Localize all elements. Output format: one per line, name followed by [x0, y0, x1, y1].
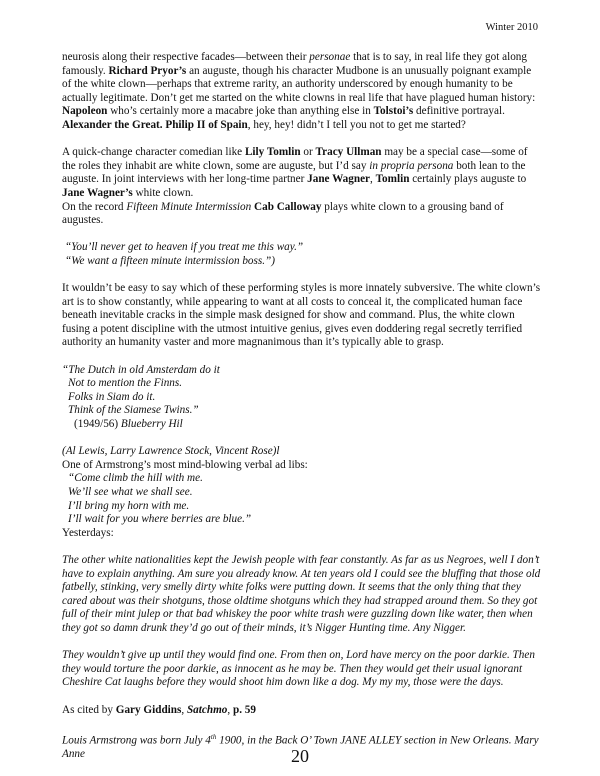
text-run: who’s certainly more a macabre joke than anything else in	[107, 105, 374, 118]
text-run: definitive portrayal.	[413, 105, 505, 118]
ad-lib-line: I’ll wait for you where berries are blue.”	[68, 513, 252, 526]
text-run: Tolstoi’s	[373, 105, 414, 118]
text-run: , hey, hey! didn’t I tell you not to get me started?	[247, 118, 466, 131]
text-run: may be a special case—some of the roles they inhabit are white clown, some are auguste, but I’d say	[62, 146, 528, 172]
armstrong-quote-part-2: They wouldn’t give up until they would find one. From then on, Lord have mercy on the poor darkie. Then they would torture the poor darkie, as innocent as he may be. Then they would get their usual ignorant Cheshire Cat laughs before they would shoot him down like a dog. My my my, those were the days.	[62, 649, 535, 689]
paragraph-subversive	[62, 282, 543, 350]
paragraph-comedians	[62, 146, 543, 200]
paragraph-calloway	[62, 201, 543, 228]
text-run: neurosis along their respective facades—between their	[62, 51, 310, 63]
text-run: an auguste, though his character Mudbone is an unusually poignant example of the white clown—perhaps that extreme rarity, an authority underscored by enough humanity to be actually legitimate. Don’t get me started on the white clowns in real life that have plagued human history:	[62, 64, 536, 104]
quote-line: “We want a fifteen minute intermission boss.”)	[65, 254, 275, 267]
ad-lib-line: We’ll see what we shall see.	[68, 486, 193, 498]
text-run: personae	[309, 51, 351, 63]
text-run: (1949/56)	[74, 418, 121, 431]
text-run: 1900, in the Back O’ Town JANE ALLEY section in New Orleans. Mary Anne	[62, 734, 539, 761]
text-run: certainly plays auguste to	[409, 173, 527, 186]
text-run: Lily Tomlin	[244, 146, 301, 159]
ad-lib-line: “Come climb the hill with me.	[68, 472, 203, 485]
text-run: ,	[181, 703, 187, 716]
text-run: On the record	[62, 200, 127, 213]
song-credit: (Al Lewis, Larry Lawrence Stock, Vincent Rose)l	[62, 445, 280, 458]
text-run: Alexander the Great. Philip II of Spain	[62, 118, 248, 131]
text-run: Tomlin	[375, 173, 410, 186]
text-run: ,	[370, 173, 376, 186]
text-run: Richard Pryor’s	[108, 64, 187, 77]
ad-lib-intro	[62, 459, 543, 473]
text-run: A quick-change character comedian like	[62, 146, 245, 159]
text-run: both lean to the auguste. In joint interviews with her long-time partner	[62, 159, 526, 186]
song-lyric-line: Think of the Siamese Twins.”	[68, 404, 199, 417]
text-run: or	[300, 146, 316, 159]
song-lyric-line: Not to mention the Finns.	[68, 377, 183, 390]
citation	[62, 704, 543, 718]
text-run: Satchmo	[186, 703, 228, 716]
text-run: ,	[227, 703, 233, 716]
paragraph-clown-types	[62, 51, 543, 133]
text-run: Fifteen Minute Intermission	[126, 200, 252, 213]
text-run: Blueberry Hil	[120, 418, 183, 431]
yesterdays-label: Yesterdays:	[62, 526, 114, 539]
text-run: Jane Wagner’s	[62, 186, 133, 199]
text-run: white clown.	[132, 186, 194, 199]
text-run: in propria persona	[369, 159, 454, 172]
text-run: Napoleon	[62, 105, 108, 118]
text-run: Louis Armstrong was born July 4	[62, 734, 211, 747]
page-number: 20	[291, 746, 309, 766]
text-run: Gary Giddins	[115, 703, 182, 716]
text-run: th	[210, 732, 217, 741]
armstrong-quote-part-1: The other white nationalities kept the Jewish people with fear constantly. As far as us Negroes, well I don’t have to explain anything. Am sure you already know. At ten years old I could see the bluffing that those old fatbelly, stinking, very smelly dirty white folks were putting down. It seems that the only thing that they cared about was their shotguns, those oldtime shotguns which they had strapped around them. So they got full of their mint julep or that bad whiskey the poor white trash were guzzling down like water, then when they got so damn drunk they’d go out of their minds, it’s Nigger Hunting time. Any Nigger.	[62, 553, 541, 634]
quote-line: “You’ll never get to heaven if you treat me this way.”	[65, 241, 304, 254]
text-run: Cab Calloway	[254, 200, 322, 213]
song-lyric-line: “The Dutch in old Amsterdam do it	[62, 363, 220, 376]
ad-lib-line: I’ll bring my horn with me.	[68, 499, 190, 512]
text-run: Tracy Ullman	[315, 146, 382, 159]
song-lyric-line: Folks in Siam do it.	[68, 390, 156, 403]
text-run: that is to say, in real life they got along famously.	[62, 51, 527, 77]
article-body	[62, 51, 543, 762]
issue-date: Winter 2010	[485, 22, 538, 33]
text-run: Jane Wagner	[307, 173, 371, 186]
text-run: As cited by	[62, 703, 116, 716]
text-run: It wouldn’t be easy to say which of these performing styles is more innately subversive. The white clown’s art is to show constantly, while appearing to want at all costs to conceal it, the complicated human face beneath inevitable cracks in the simple mask designed for show and command. Plus, the white clown fusing a potent discipline with the utmost intuitive genius, gives even doddering regal secretly terrified authority an humanity vaster and more magnanimous than it’s typically able to grasp.	[62, 282, 541, 349]
text-run: plays white clown to a grousing band of augustes.	[62, 200, 504, 227]
text-run: One of Armstrong’s most mind-blowing verbal ad libs:	[62, 458, 308, 471]
song-year-title	[62, 418, 543, 432]
text-run: p. 59	[232, 703, 256, 716]
